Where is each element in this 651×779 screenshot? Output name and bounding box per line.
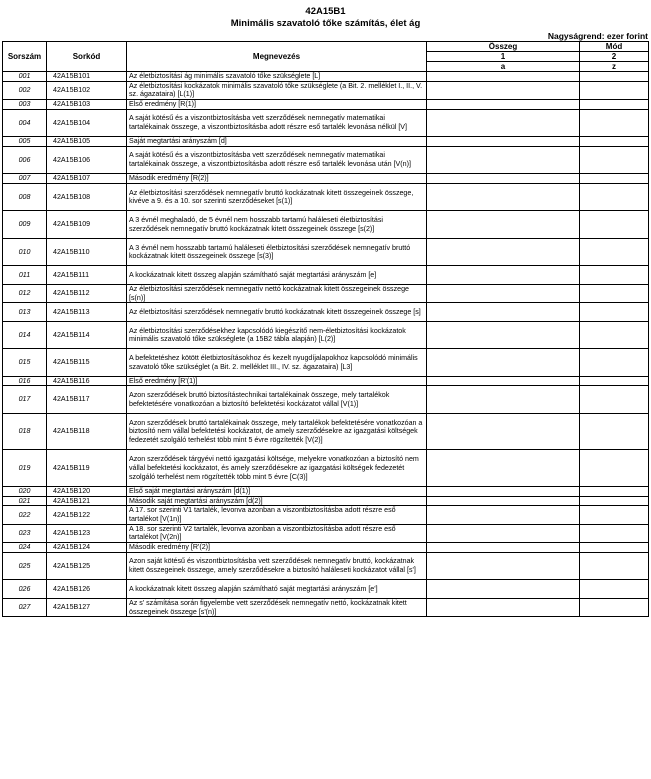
col-header-osszeg: Összeg bbox=[427, 42, 580, 52]
row-description: A 3 évnél meghaladó, de 5 évnél nem hosszabb tartamú haláleseti életbiztosítási szerződések nemnegatív bruttó kockázatnak kitett összegeinek összege [s(2)] bbox=[127, 211, 427, 239]
row-description: Az életbiztosítási szerződések nemnegatív bruttó kockázatnak kitett összegeinek összege [s] bbox=[127, 303, 427, 322]
row-description: Második eredmény [R'(2)] bbox=[127, 543, 427, 553]
table-row bbox=[3, 238, 649, 266]
row-number: 022 bbox=[3, 506, 47, 525]
row-number: 009 bbox=[3, 211, 47, 239]
amount-cell[interactable] bbox=[427, 284, 580, 303]
mode-cell[interactable] bbox=[580, 284, 649, 303]
row-code: 42A15B101 bbox=[47, 72, 127, 82]
row-number: 010 bbox=[3, 238, 47, 266]
row-code: 42A15B121 bbox=[47, 496, 127, 506]
row-code: 42A15B115 bbox=[47, 349, 127, 377]
row-code: 42A15B125 bbox=[47, 552, 127, 580]
table-row bbox=[3, 146, 649, 174]
row-number: 002 bbox=[3, 81, 47, 100]
mode-cell[interactable] bbox=[580, 100, 649, 110]
row-code: 42A15B107 bbox=[47, 174, 127, 184]
amount-cell[interactable] bbox=[427, 496, 580, 506]
row-description: A saját kötésű és a viszontbiztosításba vett szerződések nemnegatív matematikai tartalékainak összege, a viszontbiztosításba adott részre eső tartalék levonása nélkül [V] bbox=[127, 109, 427, 137]
table-row bbox=[3, 580, 649, 599]
row-description: Első saját megtartási arányszám [d(1)] bbox=[127, 486, 427, 496]
mode-cell[interactable] bbox=[580, 413, 649, 450]
amount-cell[interactable] bbox=[427, 174, 580, 184]
row-number: 007 bbox=[3, 174, 47, 184]
col-header-sorszam: Sorszám bbox=[3, 42, 47, 72]
table-row bbox=[3, 72, 649, 82]
table-row bbox=[3, 266, 649, 285]
row-description: Az s' számítása során figyelembe vett szerződések nemnegatív nettó, kockázatnak kitett összegeinek összege [s'(n)] bbox=[127, 598, 427, 617]
mode-cell[interactable] bbox=[580, 543, 649, 553]
mode-cell[interactable] bbox=[580, 376, 649, 386]
table-row bbox=[3, 543, 649, 553]
row-number: 015 bbox=[3, 349, 47, 377]
table-row bbox=[3, 450, 649, 487]
row-number: 018 bbox=[3, 413, 47, 450]
row-code: 42A15B117 bbox=[47, 386, 127, 414]
mode-cell[interactable] bbox=[580, 450, 649, 487]
row-number: 014 bbox=[3, 321, 47, 349]
amount-cell[interactable] bbox=[427, 183, 580, 211]
mode-cell[interactable] bbox=[580, 303, 649, 322]
amount-cell[interactable] bbox=[427, 211, 580, 239]
row-description: A 18. sor szerinti V2 tartalék, levonva azonban a viszontbiztosításba adott részre eső tartalékot [V(2n)] bbox=[127, 524, 427, 543]
amount-cell[interactable] bbox=[427, 580, 580, 599]
amount-cell[interactable] bbox=[427, 137, 580, 147]
row-number: 003 bbox=[3, 100, 47, 110]
row-code: 42A15B106 bbox=[47, 146, 127, 174]
table-row bbox=[3, 552, 649, 580]
mode-cell[interactable] bbox=[580, 552, 649, 580]
form-title: Minimális szavatoló tőke számítás, élet ág bbox=[230, 18, 421, 29]
row-code: 42A15B114 bbox=[47, 321, 127, 349]
row-description: A saját kötésű és a viszontbiztosításba vett szerződések nemnegatív matematikai tartalékainak összege, a viszontbiztosításba adott részre eső tartalék levonása után [V(n)] bbox=[127, 146, 427, 174]
mode-cell[interactable] bbox=[580, 486, 649, 496]
row-number: 011 bbox=[3, 266, 47, 285]
row-code: 42A15B112 bbox=[47, 284, 127, 303]
row-number: 021 bbox=[3, 496, 47, 506]
row-code: 42A15B118 bbox=[47, 413, 127, 450]
row-code: 42A15B111 bbox=[47, 266, 127, 285]
amount-cell[interactable] bbox=[427, 598, 580, 617]
row-description: Második saját megtartási arányszám [d(2)] bbox=[127, 496, 427, 506]
amount-cell[interactable] bbox=[427, 349, 580, 377]
row-description: A kockázatnak kitett összeg alapján számítható saját megtartási arányszám [e'] bbox=[127, 580, 427, 599]
mode-cell[interactable] bbox=[580, 109, 649, 137]
mode-cell[interactable] bbox=[580, 496, 649, 506]
form-code: 42A15B1 bbox=[305, 6, 346, 17]
row-code: 42A15B122 bbox=[47, 506, 127, 525]
table-row bbox=[3, 386, 649, 414]
col-header-sorkod: Sorkód bbox=[47, 42, 127, 72]
row-code: 42A15B109 bbox=[47, 211, 127, 239]
mode-cell[interactable] bbox=[580, 580, 649, 599]
mode-cell[interactable] bbox=[580, 211, 649, 239]
mode-cell[interactable] bbox=[580, 598, 649, 617]
amount-cell[interactable] bbox=[427, 321, 580, 349]
amount-cell[interactable] bbox=[427, 109, 580, 137]
table-row bbox=[3, 284, 649, 303]
mode-cell[interactable] bbox=[580, 72, 649, 82]
row-description: A befektetéshez kötött életbiztosításokhoz és kezelt nyugdíjalapokhoz kapcsolódó minimális szavatoló tőke szükséglet (a Bit. 2. melléklet III., IV. sz. ágazataira) [L3] bbox=[127, 349, 427, 377]
row-description: Az életbiztosítási szerződésekhez kapcsolódó kiegészítő nem-életbiztosítási kockázatok minimális szavatoló tőke szükséglete (a 15B2 tábla alapján) [L(2)] bbox=[127, 321, 427, 349]
table-body bbox=[3, 72, 649, 617]
row-number: 016 bbox=[3, 376, 47, 386]
mszt-table bbox=[2, 41, 649, 617]
table-row bbox=[3, 303, 649, 322]
amount-cell[interactable] bbox=[427, 524, 580, 543]
amount-cell[interactable] bbox=[427, 100, 580, 110]
table-row bbox=[3, 183, 649, 211]
row-code: 42A15B123 bbox=[47, 524, 127, 543]
col-letter-osszeg: a bbox=[427, 62, 580, 72]
row-number: 013 bbox=[3, 303, 47, 322]
row-number: 001 bbox=[3, 72, 47, 82]
table-row bbox=[3, 506, 649, 525]
row-description: Saját megtartási arányszám [d] bbox=[127, 137, 427, 147]
row-number: 026 bbox=[3, 580, 47, 599]
row-description: Az életbiztosítási ág minimális szavatoló tőke szükséglete [L] bbox=[127, 72, 427, 82]
row-number: 006 bbox=[3, 146, 47, 174]
amount-cell[interactable] bbox=[427, 450, 580, 487]
row-code: 42A15B110 bbox=[47, 238, 127, 266]
mode-cell[interactable] bbox=[580, 349, 649, 377]
mode-cell[interactable] bbox=[580, 238, 649, 266]
row-code: 42A15B120 bbox=[47, 486, 127, 496]
table-row bbox=[3, 81, 649, 100]
row-number: 020 bbox=[3, 486, 47, 496]
amount-cell[interactable] bbox=[427, 376, 580, 386]
row-code: 42A15B127 bbox=[47, 598, 127, 617]
row-code: 42A15B102 bbox=[47, 81, 127, 100]
row-code: 42A15B108 bbox=[47, 183, 127, 211]
row-number: 023 bbox=[3, 524, 47, 543]
row-description: A kockázatnak kitett összeg alapján számítható saját megtartási arányszám [e] bbox=[127, 266, 427, 285]
amount-cell[interactable] bbox=[427, 413, 580, 450]
row-code: 42A15B104 bbox=[47, 109, 127, 137]
row-code: 42A15B103 bbox=[47, 100, 127, 110]
mode-cell[interactable] bbox=[580, 321, 649, 349]
row-description: Első eredmény [R'(1)] bbox=[127, 376, 427, 386]
row-description: Az életbiztosítási kockázatok minimális szavatoló tőke szükséglete (a Bit. 2. melléklet I., II., V. sz. ágazataira) [L(1)] bbox=[127, 81, 427, 100]
row-number: 025 bbox=[3, 552, 47, 580]
row-description: Az életbiztosítási szerződések nemnegatív bruttó kockázatnak kitett összegeinek összege, kivéve a 9. és a 10. sor szerinti szerződéseket [s(1)] bbox=[127, 183, 427, 211]
mode-cell[interactable] bbox=[580, 81, 649, 100]
row-number: 027 bbox=[3, 598, 47, 617]
col-header-megnevezes: Megnevezés bbox=[127, 42, 427, 72]
row-description: Az életbiztosítási szerződések nemnegatív nettó kockázatnak kitett összegeinek összege [s(n)] bbox=[127, 284, 427, 303]
row-number: 024 bbox=[3, 543, 47, 553]
row-description: Első eredmény [R(1)] bbox=[127, 100, 427, 110]
row-code: 42A15B119 bbox=[47, 450, 127, 487]
amount-cell[interactable] bbox=[427, 552, 580, 580]
table-row bbox=[3, 413, 649, 450]
amount-cell[interactable] bbox=[427, 543, 580, 553]
row-number: 017 bbox=[3, 386, 47, 414]
amount-cell[interactable] bbox=[427, 303, 580, 322]
mode-cell[interactable] bbox=[580, 524, 649, 543]
row-code: 42A15B126 bbox=[47, 580, 127, 599]
row-number: 004 bbox=[3, 109, 47, 137]
amount-cell[interactable] bbox=[427, 506, 580, 525]
row-description: Azon szerződések bruttó tartalékainak összege, mely tartalékok befektetésére vonatkozóan a biztosító nem vállal befektetési kockázatot, de amely szerződésekre az igazgatási költségek fedezetét szolgáló terhelést több mint 5 évre rögzítették [V(2)] bbox=[127, 413, 427, 450]
amount-cell[interactable] bbox=[427, 146, 580, 174]
mode-cell[interactable] bbox=[580, 506, 649, 525]
mode-cell[interactable] bbox=[580, 266, 649, 285]
amount-cell[interactable] bbox=[427, 72, 580, 82]
table-row bbox=[3, 109, 649, 137]
row-code: 42A15B113 bbox=[47, 303, 127, 322]
amount-cell[interactable] bbox=[427, 386, 580, 414]
amount-cell[interactable] bbox=[427, 81, 580, 100]
table-row bbox=[3, 376, 649, 386]
row-description: Második eredmény [R(2)] bbox=[127, 174, 427, 184]
row-description: A 17. sor szerinti V1 tartalék, levonva azonban a viszontbiztosításba adott részre eső tartalékot [V(1n)] bbox=[127, 506, 427, 525]
row-number: 012 bbox=[3, 284, 47, 303]
table-row bbox=[3, 100, 649, 110]
col-number-osszeg: 1 bbox=[427, 52, 580, 62]
amount-cell[interactable] bbox=[427, 486, 580, 496]
table-row bbox=[3, 524, 649, 543]
row-description: A 3 évnél nem hosszabb tartamú haláleseti életbiztosítási szerződések nemnegatív bruttó kockázatnak kitett összegeinek összege [s(3)] bbox=[127, 238, 427, 266]
amount-cell[interactable] bbox=[427, 266, 580, 285]
table-row bbox=[3, 598, 649, 617]
table-row bbox=[3, 496, 649, 506]
row-code: 42A15B116 bbox=[47, 376, 127, 386]
col-number-mod: 2 bbox=[580, 52, 649, 62]
row-description: Azon szerződések tárgyévi nettó igazgatási költsége, melyekre vonatkozóan a biztosító nem vállal befektetési kockázatot, és amely szerződésekre az igazgatási költségek fedezetét szolgáló terhelést nem rögzítették több mint 5 évre [C(3)] bbox=[127, 450, 427, 487]
col-header-mod: Mód bbox=[580, 42, 649, 52]
table-row bbox=[3, 211, 649, 239]
table-row bbox=[3, 174, 649, 184]
row-description: Azon saját kötésű és viszontbiztosításba vett szerződések nemnegatív bruttó, kockázatnak kitett összegeinek összege, amely szerződésekre a biztosító haláleseti kockázatot vállal [s'] bbox=[127, 552, 427, 580]
row-number: 019 bbox=[3, 450, 47, 487]
row-number: 008 bbox=[3, 183, 47, 211]
table-row bbox=[3, 349, 649, 377]
unit-label: Nagyságrend: ezer forint bbox=[547, 31, 648, 41]
row-code: 42A15B124 bbox=[47, 543, 127, 553]
table-row bbox=[3, 321, 649, 349]
mode-cell[interactable] bbox=[580, 174, 649, 184]
mode-cell[interactable] bbox=[580, 146, 649, 174]
row-description: Azon szerződések bruttó biztosítástechnikai tartalékainak összege, mely tartalékok befektetésére vonatkozóan a biztosító befektetési kockázatot vállal [V(1)] bbox=[127, 386, 427, 414]
table-row bbox=[3, 137, 649, 147]
table-row bbox=[3, 486, 649, 496]
amount-cell[interactable] bbox=[427, 238, 580, 266]
col-letter-mod: z bbox=[580, 62, 649, 72]
mode-cell[interactable] bbox=[580, 183, 649, 211]
row-code: 42A15B105 bbox=[47, 137, 127, 147]
mode-cell[interactable] bbox=[580, 386, 649, 414]
row-number: 005 bbox=[3, 137, 47, 147]
mode-cell[interactable] bbox=[580, 137, 649, 147]
